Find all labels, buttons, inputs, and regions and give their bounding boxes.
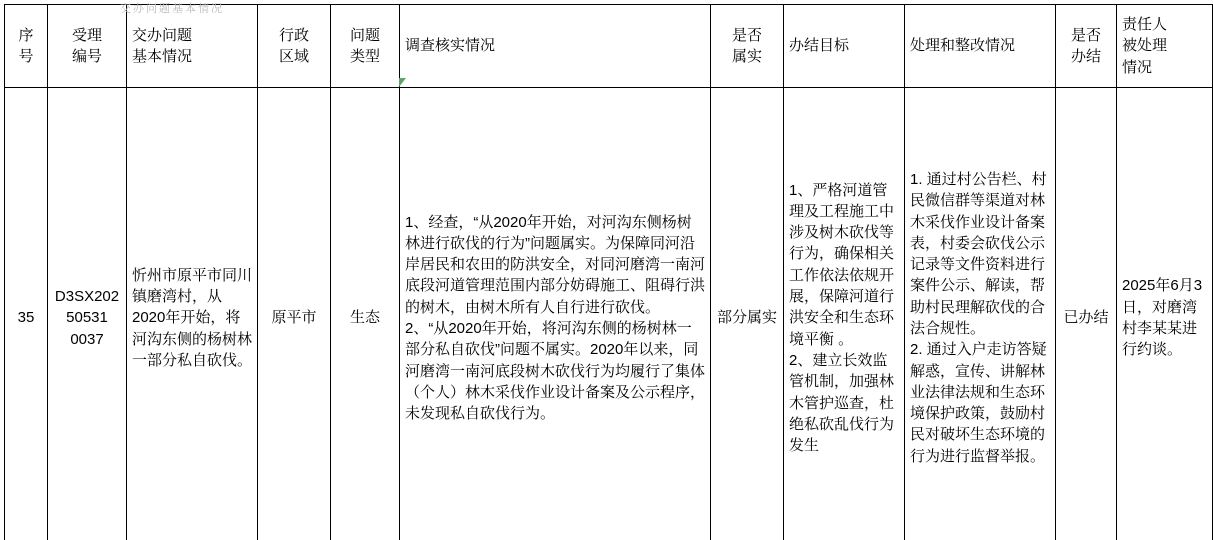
handling-paragraph-2: 2. 通过入户走访答疑解惑，宣传、讲解林业法律法规和生态环境保护政策，鼓励村民对破坏生态环境的行为进行监督举报。 (910, 341, 1047, 465)
cell-type: 生态 (331, 88, 400, 540)
col-header-responsible-person: 责任人 被处理 情况 (1117, 5, 1213, 88)
faded-header-text: 交办问题基本情况 (120, 3, 224, 15)
col-header-investigation: 调查核实情况 (400, 5, 711, 88)
investigation-paragraph-1: 1、经查，“从2020年开始，对河沟东侧杨树林进行砍伐的行为”问题属实。为保障同河沿岸居民和农田的防洪安全，对同河磨湾一南河底段河道管理范围内部分妨碍施工、阻碍行洪的树木，由树木所有人自行进行砍伐。 (405, 213, 706, 316)
cell-goal (784, 88, 905, 540)
col-header-is-done: 是否 办结 (1056, 5, 1117, 88)
cell-seq: 35 (5, 88, 48, 540)
col-header-handling: 处理和整改情况 (905, 5, 1056, 88)
cell-is-done: 已办结 (1056, 88, 1117, 540)
cell-code: D3SX20250531 0037 (48, 88, 127, 540)
cell-handling (905, 88, 1056, 540)
header-row (5, 5, 1213, 88)
handling-paragraph-1: 1. 通过村公告栏、村民微信群等渠道对林木采伐作业设计备案表，村委会砍伐公示记录等文件资料进行案件公示、解读，帮助村民理解砍伐的合法合规性。 (910, 170, 1047, 337)
cell-basic-situation: 忻州市原平市同川镇磨湾村，从2020年开始，将河沟东侧的杨树林一部分私自砍伐。 (127, 88, 258, 540)
goal-paragraph-2: 2、建立长效监管机制，加强林木管护巡查，杜绝私砍乱伐行为发生 (789, 351, 895, 455)
table-body (5, 88, 1213, 540)
cell-area: 原平市 (258, 88, 331, 540)
cell-is-true: 部分属实 (711, 88, 784, 540)
table-row (5, 88, 1213, 540)
col-header-seq: 序 号 (5, 5, 48, 88)
col-header-code: 受理 编号 (48, 5, 127, 88)
cell-responsible-person: 2025年6月3日，对磨湾村李某某进行约谈。 (1117, 88, 1213, 540)
col-header-area: 行政 区域 (258, 5, 331, 88)
col-header-is-true: 是否 属实 (711, 5, 784, 88)
cell-investigation (400, 88, 711, 540)
goal-paragraph-1: 1、严格河道管理及工程施工中涉及树木砍伐等行为，确保相关工作依法依规开展，保障河道行洪安全和生态环境平衡 。 (789, 181, 895, 348)
col-header-goal: 办结目标 (784, 5, 905, 88)
col-header-basic-situation: 交办问题 基本情况 (127, 5, 258, 88)
table-header (5, 5, 1213, 88)
complaint-handling-table (4, 4, 1213, 540)
col-header-type: 问题 类型 (331, 5, 400, 88)
investigation-paragraph-2: 2、“从2020年开始，将河沟东侧的杨树林一部分私自砍伐”问题不属实。2020年以来，同河磨湾一南河底段树木砍伐行为均履行了集体（个人）林木采伐作业设计备案及公示程序，未发现私自砍伐行为。 (405, 320, 706, 423)
